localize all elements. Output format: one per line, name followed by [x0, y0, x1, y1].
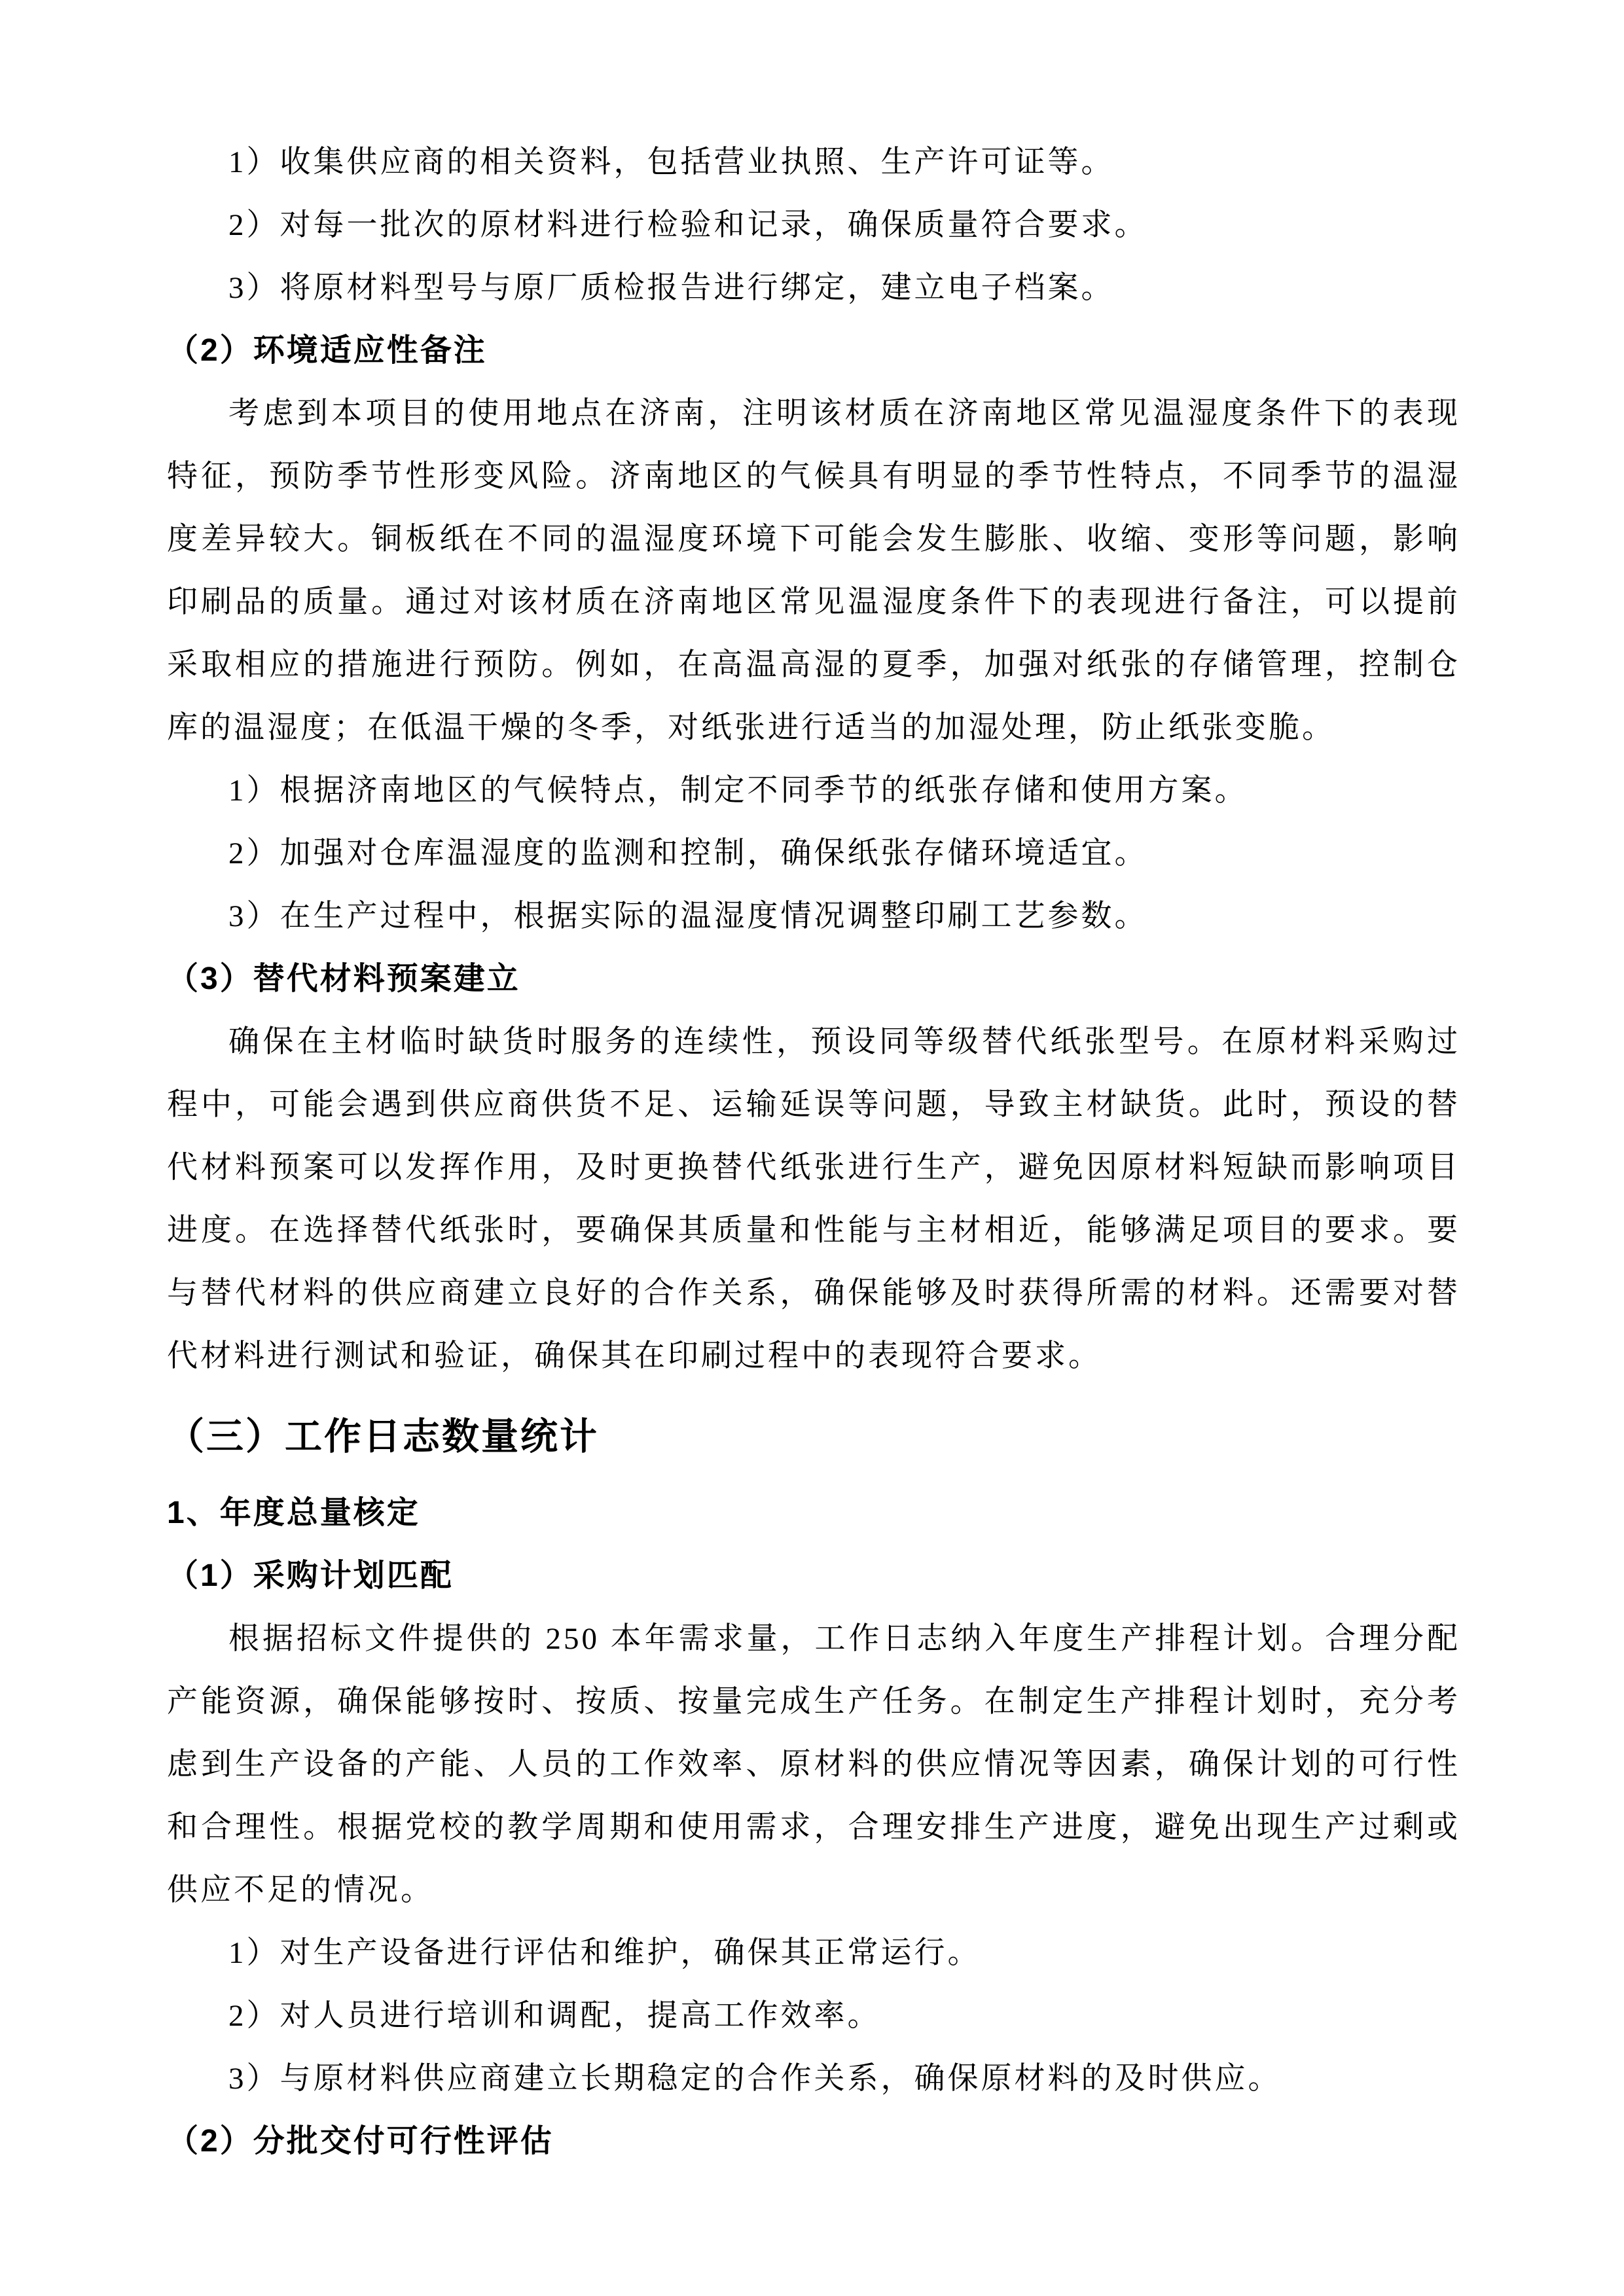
- numbered-list-item: 1）收集供应商的相关资料，包括营业执照、生产许可证等。: [228, 145, 1115, 179]
- numbered-list-item: 2）对人员进行培训和调配，提高工作效率。: [228, 1999, 881, 2033]
- numbered-list-item: 3）与原材料供应商建立长期稳定的合作关系，确保原材料的及时供应。: [228, 2062, 1282, 2096]
- sub-heading: （1）采购计划匹配: [167, 1558, 454, 1593]
- numbered-list-item: 3）在生产过程中，根据实际的温湿度情况调整印刷工艺参数。: [228, 899, 1148, 933]
- sub-heading: （3）替代材料预案建立: [167, 961, 520, 996]
- sub-heading: （2）分批交付可行性评估: [167, 2124, 554, 2159]
- numbered-list-item: 1）根据济南地区的气候特点，制定不同季节的纸张存储和使用方案。: [228, 774, 1248, 808]
- document-content: [167, 131, 1460, 2173]
- body-paragraph: 确保在主材临时缺货时服务的连续性，预设同等级替代纸张型号。在原材料采购过程中，可能会遇到供应商供货不足、运输延误等问题，导致主材缺货。此时，预设的替代材料预案可以发挥作用，及时更换替代纸张进行生产，避免因原材料短缺而影响项目进度。在选择替代纸张时，要确保其质量和性能与主材相近，能够满足项目的要求。要与替代材料的供应商建立良好的合作关系，确保能够及时获得所需的材料。还需要对替代材料进行测试和验证，确保其在印刷过程中的表现符合要求。: [167, 1025, 1460, 1373]
- sub-heading: （2）环境适应性备注: [167, 333, 487, 368]
- body-paragraph: 根据招标文件提供的 250 本年需求量，工作日志纳入年度生产排程计划。合理分配产能资源，确保能够按时、按质、按量完成生产任务。在制定生产排程计划时，充分考虑到生产设备的产能、人员的工作效率、原材料的供应情况等因素，确保计划的可行性和合理性。根据党校的教学周期和使用需求，合理安排生产进度，避免出现生产过剩或供应不足的情况。: [167, 1622, 1460, 1907]
- section-heading: （三）工作日志数量统计: [167, 1416, 599, 1458]
- numbered-list-item: 2）对每一批次的原材料进行检验和记录，确保质量符合要求。: [228, 208, 1148, 242]
- numbered-list-item: 3）将原材料型号与原厂质检报告进行绑定，建立电子档案。: [228, 271, 1115, 305]
- numbered-list-item: 1）对生产设备进行评估和维护，确保其正常运行。: [228, 1936, 981, 1970]
- numbered-heading: 1、年度总量核定: [167, 1496, 420, 1530]
- body-paragraph: 考虑到本项目的使用地点在济南，注明该材质在济南地区常见温湿度条件下的表现特征，预防季节性形变风险。济南地区的气候具有明显的季节性特点，不同季节的温湿度差异较大。铜板纸在不同的温湿度环境下可能会发生膨胀、收缩、变形等问题，影响印刷品的质量。通过对该材质在济南地区常见温湿度条件下的表现进行备注，可以提前采取相应的措施进行预防。例如，在高温高湿的夏季，加强对纸张的存储管理，控制仓库的温湿度；在低温干燥的冬季，对纸张进行适当的加湿处理，防止纸张变脆。: [167, 397, 1460, 745]
- numbered-list-item: 2）加强对仓库温湿度的监测和控制，确保纸张存储环境适宜。: [228, 836, 1148, 870]
